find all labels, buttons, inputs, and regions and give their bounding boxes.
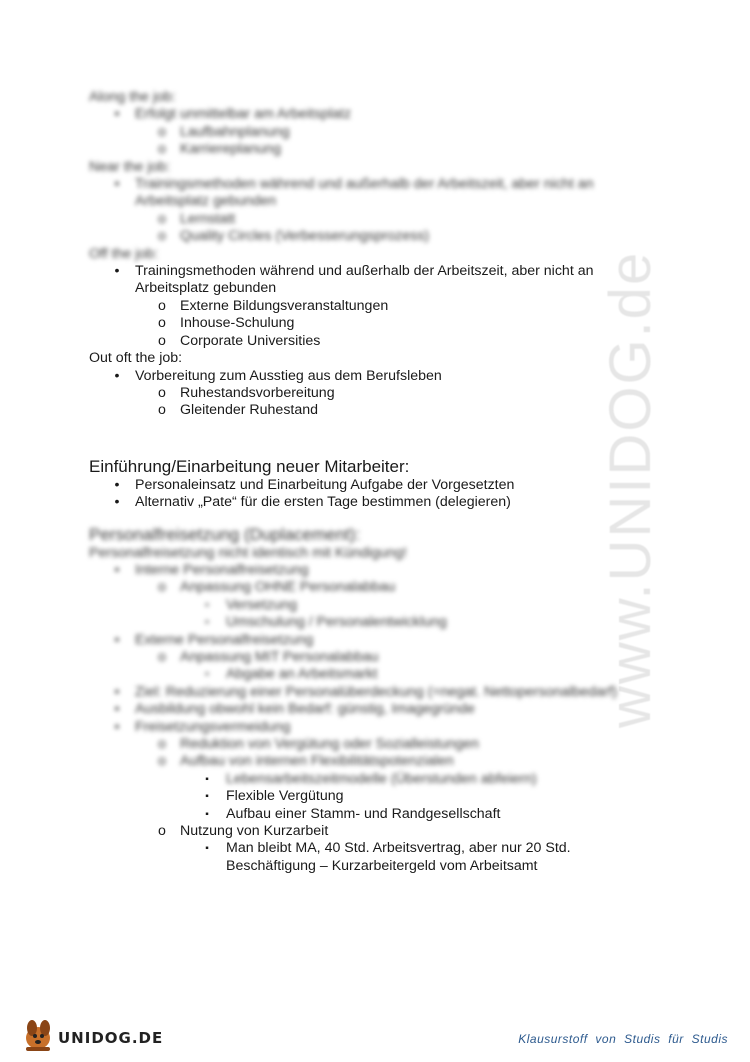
- list-item: [89, 823, 669, 840]
- list-item: [89, 719, 669, 736]
- section-label: [89, 89, 669, 106]
- round-bullet-icon: •: [114, 263, 120, 280]
- overlap-line: [89, 771, 669, 788]
- circle-bullet-icon: o: [158, 402, 166, 419]
- circle-bullet-icon: o: [158, 648, 166, 665]
- list-item-text: Arbeitsplatz gebunden: [135, 193, 277, 210]
- list-item-text: Lernstatt: [180, 210, 236, 227]
- blurred-section-release: [89, 524, 669, 771]
- list-item-text: Erfolgt unmittelbar am Arbeitsplatz: [135, 106, 352, 123]
- square-bullet-icon: ▪: [205, 669, 209, 681]
- list-item-text: Trainingsmethoden während und außerhalb der Arbeitszeit, aber nicht an: [135, 263, 594, 280]
- list-item-text: Quality Circles (Verbesserungsprozess): [180, 228, 430, 245]
- list-item: [89, 736, 669, 753]
- list-item-continuation: [89, 858, 669, 875]
- list-item-continuation: [89, 193, 669, 210]
- square-bullet-icon: ▪: [205, 843, 209, 855]
- list-item: [89, 106, 669, 123]
- blurred-section-top: [89, 89, 669, 263]
- square-bullet-icon: ▪: [205, 617, 209, 629]
- circle-bullet-icon: o: [158, 753, 166, 770]
- circle-bullet-icon: o: [158, 315, 166, 332]
- overlap-blurred-text: Lebensarbeitszeitmodelle (Überstunden abfeiern): [226, 770, 537, 787]
- list-item-text: Aufbau einer Stamm- und Randgesellschaft: [226, 805, 501, 822]
- list-item: [89, 176, 669, 193]
- list-item-text: Vorbereitung zum Ausstieg aus dem Berufsleben: [135, 367, 442, 384]
- list-item: [89, 840, 669, 857]
- section-label: [89, 545, 669, 562]
- list-item-text: Externe Personalfreisetzung: [135, 631, 314, 648]
- circle-bullet-icon: o: [158, 228, 166, 245]
- list-item: [89, 228, 669, 245]
- list-item-text: Nutzung von Kurzarbeit: [180, 823, 329, 840]
- list-item-text: Corporate Universities: [180, 332, 321, 349]
- list-item-text: Personaleinsatz und Einarbeitung Aufgabe der Vorgesetzten: [135, 476, 515, 493]
- round-bullet-icon: •: [114, 494, 120, 511]
- square-bullet-icon: ▪: [205, 773, 209, 785]
- document-content: [89, 89, 669, 875]
- round-bullet-icon: •: [114, 561, 120, 578]
- square-bullet-icon: ▪: [205, 808, 209, 820]
- list-item: [89, 315, 669, 332]
- dog-mascot-icon: [20, 1014, 60, 1054]
- list-item-text: Off the job:: [89, 245, 159, 262]
- list-item-text: Alternativ „Pate“ für die ersten Tage bestimmen (delegieren): [135, 494, 511, 511]
- round-bullet-icon: •: [114, 701, 120, 718]
- list-item-text: Out oft the job:: [89, 350, 183, 367]
- list-item: [89, 788, 669, 805]
- round-bullet-icon: •: [114, 476, 120, 493]
- round-bullet-icon: •: [114, 718, 120, 735]
- circle-bullet-icon: o: [158, 297, 166, 314]
- list-item-text: Along the job:: [89, 89, 176, 105]
- round-bullet-icon: •: [114, 176, 120, 193]
- circle-bullet-icon: o: [158, 823, 166, 840]
- list-item: [89, 385, 669, 402]
- list-item-text: Personalfreisetzung nicht identisch mit Kündigung!: [89, 544, 407, 561]
- list-item-text: Umschulung / Personalentwicklung: [226, 614, 447, 631]
- round-bullet-icon: •: [114, 631, 120, 648]
- list-item: [89, 368, 669, 385]
- list-item-text: Ziel: Reduzierung einer Personalüberdeckung (=negat. Nettopersonalbedarf): [135, 683, 618, 700]
- circle-bullet-icon: o: [158, 141, 166, 158]
- list-item: [89, 263, 669, 280]
- square-bullet-icon: ▪: [205, 599, 209, 611]
- circle-bullet-icon: o: [158, 210, 166, 227]
- list-item-text: Karriereplanung: [180, 141, 281, 158]
- onboarding-list: [89, 477, 669, 512]
- list-item: [89, 141, 669, 158]
- list-item: [89, 494, 669, 511]
- footer-tagline: Klausurstoff von Studis für Studis: [518, 1032, 728, 1046]
- logo-text: UNIDOG.DE: [58, 1029, 164, 1047]
- list-item: [89, 684, 669, 701]
- release-heading: Personalfreisetzung (Duplacement):: [89, 524, 361, 544]
- list-item-text: Arbeitsplatz gebunden: [135, 280, 277, 297]
- list-item: [89, 477, 669, 494]
- watermark: www.UNIDOG.de: [598, 250, 663, 728]
- release-list: [89, 545, 669, 771]
- list-item-text: Flexible Vergütung: [226, 788, 344, 805]
- list-item: [89, 562, 669, 579]
- round-bullet-icon: •: [114, 106, 120, 123]
- list-item-text: Near the job:: [89, 158, 171, 175]
- circle-bullet-icon: o: [158, 384, 166, 401]
- list-item-text: Laufbahnplanung: [180, 123, 290, 140]
- list-item: [89, 632, 669, 649]
- list-item-text: Reduktion von Vergütung oder Sozialleistungen: [180, 736, 479, 752]
- circle-bullet-icon: o: [158, 736, 166, 752]
- list-item-text: Externe Bildungsveranstaltungen: [180, 297, 389, 314]
- list-item-text: Gleitender Ruhestand: [180, 402, 319, 419]
- avoidance-measures-list: [89, 788, 669, 875]
- list-item: [89, 579, 669, 596]
- list-item-text: Man bleibt MA, 40 Std. Arbeitsvertrag, aber nur 20 Std.: [226, 840, 571, 857]
- list-item: [89, 649, 669, 666]
- list-item-continuation: [89, 280, 669, 297]
- list-item-text: Ausbildung obwohl kein Bedarf: günstig, Imagegründe: [135, 701, 475, 718]
- list-item-text: Ruhestandsvorbereitung: [180, 384, 335, 401]
- list-item: [89, 402, 669, 419]
- square-bullet-icon: ▪: [205, 791, 209, 803]
- circle-bullet-icon: o: [158, 123, 166, 140]
- list-item-text: Freisetzungsvermeidung: [135, 718, 291, 735]
- list-item-text: Abgabe an Arbeitsmarkt: [226, 666, 378, 683]
- list-item-text: Aufbau von internen Flexibilitätspotenzialen: [180, 753, 454, 770]
- list-item: [89, 298, 669, 315]
- list-item-text: Versetzung: [226, 596, 297, 613]
- round-bullet-icon: •: [114, 367, 120, 384]
- list-item: [89, 124, 669, 141]
- section-label: [89, 246, 669, 263]
- circle-bullet-icon: o: [158, 332, 166, 349]
- list-item: [89, 211, 669, 228]
- list-item: [89, 333, 669, 350]
- list-item: [89, 597, 669, 614]
- circle-bullet-icon: o: [158, 579, 166, 596]
- list-item: [89, 753, 669, 770]
- list-item-text: Anpassung MIT Personalabbau: [180, 648, 379, 665]
- round-bullet-icon: •: [114, 683, 120, 700]
- list-item-text: Beschäftigung – Kurzarbeitergeld vom Arbeitsamt: [226, 857, 538, 874]
- section-label: [89, 159, 669, 176]
- list-item: [89, 614, 669, 631]
- list-item-text: Anpassung OHNE Personalabbau: [180, 579, 396, 596]
- list-item: [89, 701, 669, 718]
- list-item: [89, 666, 669, 683]
- list-item-text: Interne Personalfreisetzung: [135, 561, 309, 578]
- section-label: [89, 350, 669, 367]
- training-methods-section: [89, 263, 669, 420]
- list-item: [89, 806, 669, 823]
- onboarding-heading: Einführung/Einarbeitung neuer Mitarbeiter:: [89, 456, 410, 476]
- list-item-text: Trainingsmethoden während und außerhalb der Arbeitszeit, aber nicht an: [135, 176, 594, 193]
- list-item-text: Inhouse-Schulung: [180, 315, 295, 332]
